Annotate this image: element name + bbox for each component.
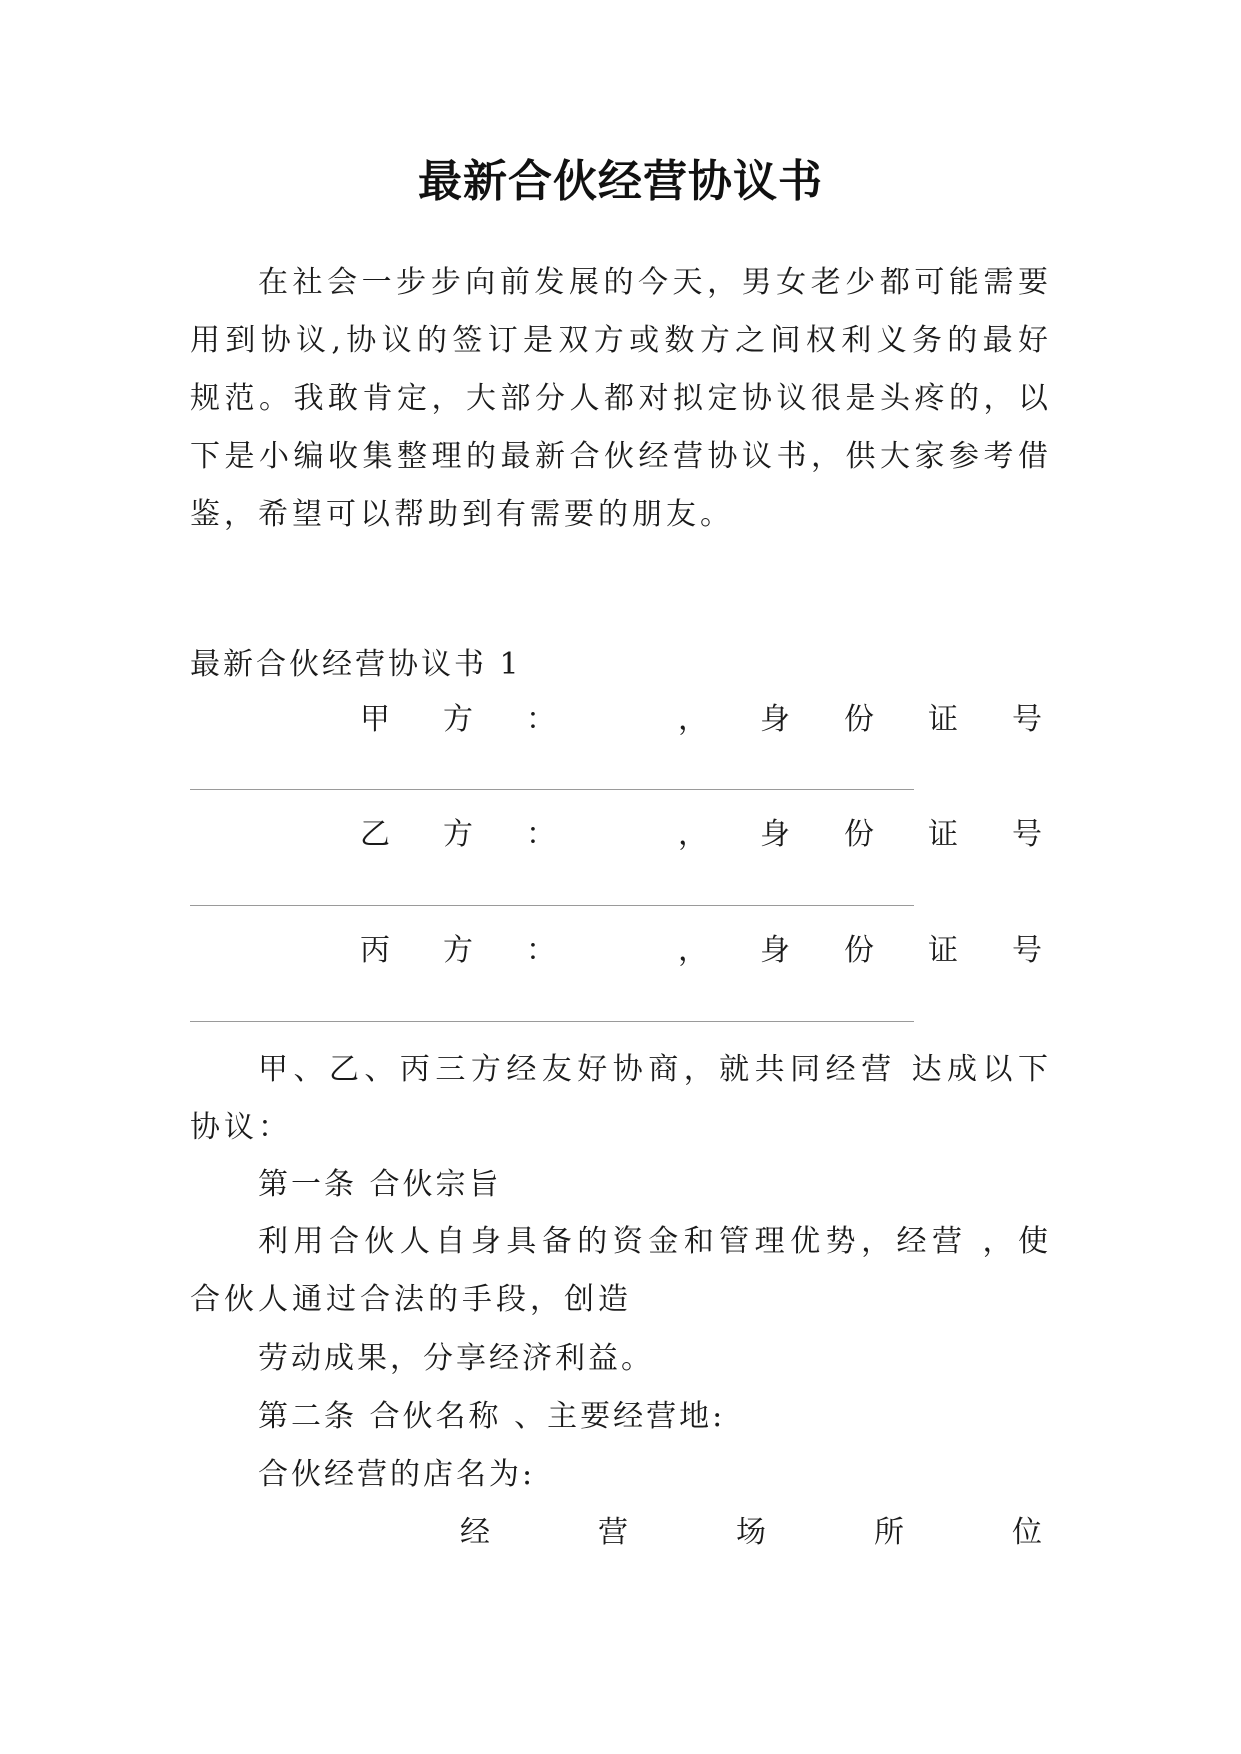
party-row-yi bbox=[360, 815, 1052, 855]
section-heading: 最新合伙经营协议书 1 bbox=[190, 647, 522, 682]
article-1-body: 利用合伙人自身具备的资金和管理优势，经营 ，使合伙人通过合法的手段，创造 bbox=[190, 1224, 1052, 1317]
shop-name-label: 合伙经营的店名为: bbox=[258, 1457, 536, 1492]
location-row bbox=[460, 1513, 1052, 1553]
id-label-shen: 身 bbox=[760, 702, 790, 737]
party-comma: ， bbox=[678, 702, 708, 737]
location-char: 所 bbox=[874, 1515, 904, 1550]
intro-paragraph: 在社会一步步向前发展的今天，男女老少都可能需要用到协议,协议的签订是双方或数方之间权利义务的最好规范。我敢肯定，大部分人都对拟定协议很是头疼的，以下是小编收集整理的最新合伙经营协议书，供大家参考借鉴，希望可以帮助到有需要的朋友。 bbox=[190, 265, 1052, 532]
id-label-shen: 身 bbox=[760, 933, 790, 968]
id-label-zheng: 证 bbox=[928, 702, 958, 737]
id-label-hao: 号 bbox=[1012, 817, 1042, 852]
id-label-zheng: 证 bbox=[928, 817, 958, 852]
id-label-fen: 份 bbox=[844, 702, 874, 737]
id-label-hao: 号 bbox=[1012, 702, 1042, 737]
location-char: 位 bbox=[1012, 1515, 1042, 1550]
party-comma: ， bbox=[678, 933, 708, 968]
party-colon: ： bbox=[526, 702, 556, 737]
id-label-hao: 号 bbox=[1012, 933, 1042, 968]
location-char: 经 bbox=[460, 1515, 490, 1550]
id-label-fen: 份 bbox=[844, 817, 874, 852]
party-comma: ， bbox=[678, 817, 708, 852]
article-2-title: 第二条 合伙名称 、主要经营地: bbox=[258, 1399, 726, 1434]
id-label-zheng: 证 bbox=[928, 933, 958, 968]
article-1-body-continued: 劳动成果，分享经济利益。 bbox=[258, 1341, 654, 1376]
fill-in-line bbox=[190, 1021, 914, 1022]
party-label: 乙 bbox=[360, 817, 390, 852]
party-label-fang: 方 bbox=[443, 817, 473, 852]
party-colon: ： bbox=[526, 933, 556, 968]
location-char: 营 bbox=[598, 1515, 628, 1550]
party-label: 甲 bbox=[360, 702, 390, 737]
fill-in-line bbox=[190, 789, 914, 790]
party-colon: ： bbox=[526, 817, 556, 852]
location-char: 场 bbox=[736, 1515, 766, 1550]
party-label: 丙 bbox=[360, 933, 390, 968]
party-row-bing bbox=[360, 931, 1052, 971]
article-1-body-block bbox=[190, 1213, 1052, 1329]
id-label-shen: 身 bbox=[760, 817, 790, 852]
intro-paragraph-block bbox=[190, 254, 1052, 544]
agreement-intro-block bbox=[190, 1041, 1052, 1157]
article-1-title: 第一条 合伙宗旨 bbox=[258, 1167, 502, 1202]
party-label-fang: 方 bbox=[443, 933, 473, 968]
id-label-fen: 份 bbox=[844, 933, 874, 968]
fill-in-line bbox=[190, 905, 914, 906]
party-label-fang: 方 bbox=[443, 702, 473, 737]
document-title: 最新合伙经营协议书 bbox=[418, 156, 823, 207]
party-row-jia bbox=[360, 700, 1052, 740]
agreement-intro: 甲、乙、丙三方经友好协商，就共同经营 达成以下协议： bbox=[190, 1052, 1052, 1145]
